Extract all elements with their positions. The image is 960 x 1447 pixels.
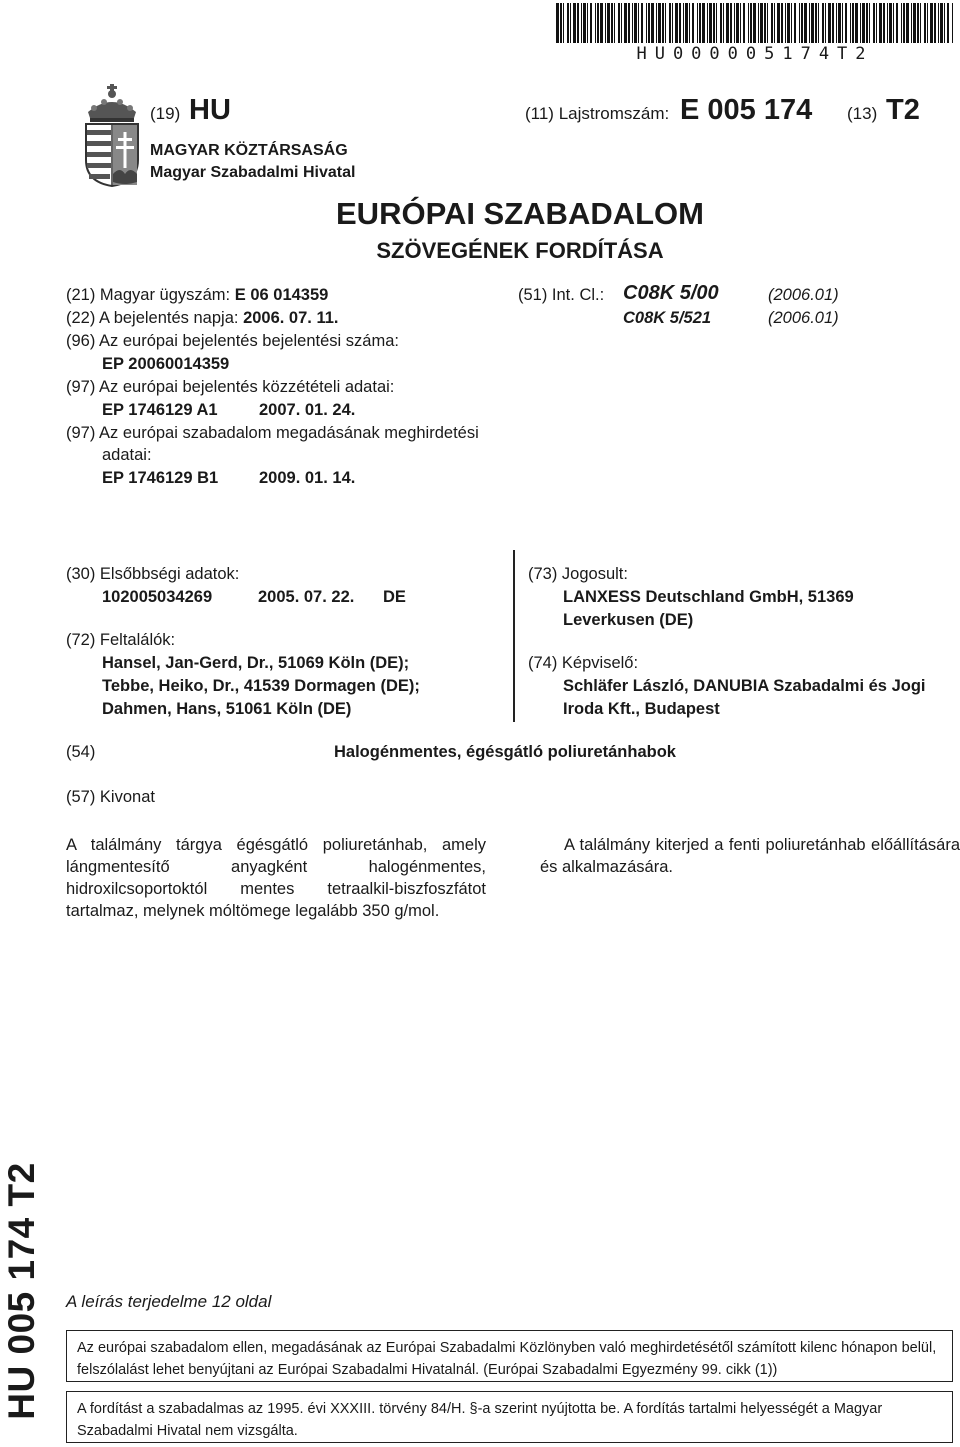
- barcode-bar: [583, 3, 586, 43]
- barcode-bar: [563, 3, 564, 43]
- barcode-bar: [758, 3, 759, 43]
- barcode-bar: [723, 3, 724, 43]
- proprietor-label: (73) Jogosult:: [528, 565, 628, 583]
- int-cl-primary-version: (2006.01): [768, 286, 839, 304]
- barcode-bar: [605, 3, 606, 43]
- registration-number: E 005 174: [680, 94, 813, 126]
- barcode-bar: [787, 3, 790, 43]
- case-number-row: [66, 286, 328, 305]
- invention-title-label: (54): [66, 743, 96, 761]
- barcode-bar: [785, 3, 786, 43]
- int-cl-secondary-version: (2006.01): [768, 309, 839, 327]
- barcode-bar: [913, 3, 916, 43]
- inventors-label: (72) Feltalálók:: [66, 631, 176, 649]
- barcode-bar: [646, 3, 647, 43]
- int-cl-secondary: C08K 5/521: [623, 309, 712, 327]
- barcode-bar: [952, 3, 953, 43]
- ep-publication-number: EP 1746129 A1: [102, 401, 218, 419]
- inventor-2: Tebbe, Heiko, Dr., 41539 Dormagen (DE);: [102, 677, 420, 695]
- barcode-bar: [716, 3, 717, 43]
- abstract-column-1: A találmány tárgya égésgátló poliuretánhab, amely lángmentesítő anyagként halogénmentes, hidroxilcsoportoktól mentes tetraalkil-biszfoszfátot tartalmaz, melynek móltömege legalább 350 g/mol.: [66, 836, 486, 920]
- int-cl-primary: C08K 5/00: [623, 282, 719, 304]
- priority-date: 2005. 07. 22.: [258, 588, 355, 606]
- priority-country: DE: [383, 588, 406, 606]
- barcode-bar: [767, 3, 768, 43]
- field-11-label: (11) Lajstromszám:: [525, 104, 670, 123]
- barcode-bar: [917, 3, 919, 43]
- barcode-bar: [850, 3, 851, 43]
- barcode-bar: [804, 3, 807, 43]
- barcode-bar: [771, 3, 773, 43]
- barcode-bar: [743, 3, 745, 43]
- barcode-bar: [753, 3, 756, 43]
- barcode-bar: [944, 3, 945, 43]
- barcode-bar: [828, 3, 831, 43]
- inventor-3: Dahmen, Hans, 51061 Köln (DE): [102, 700, 352, 718]
- barcode-bar: [911, 3, 912, 43]
- barcode-bar: [748, 3, 749, 43]
- representative-line-1: Schläfer László, DANUBIA Szabadalmi és Jogi: [563, 677, 926, 695]
- filing-date-row: [66, 309, 339, 328]
- representative-line-2: Iroda Kft., Budapest: [563, 700, 720, 718]
- barcode-bar: [679, 3, 681, 43]
- barcode-bar: [879, 3, 882, 43]
- barcode-bar: [692, 3, 694, 43]
- barcode-bar: [938, 3, 939, 43]
- barcode-bar: [641, 3, 643, 43]
- barcode-bar: [587, 3, 588, 43]
- barcode-bar: [822, 3, 824, 43]
- barcode-bar: [774, 3, 775, 43]
- barcode-bar: [887, 3, 888, 43]
- barcode-bar: [560, 3, 562, 43]
- barcode-bar: [624, 3, 627, 43]
- barcode-bar: [651, 3, 654, 43]
- barcode-bar: [713, 3, 715, 43]
- barcode-bar: [799, 3, 800, 43]
- barcode-bar: [607, 3, 610, 43]
- barcode-bar: [658, 3, 661, 43]
- document-title: EURÓPAI SZABADALOM: [336, 196, 704, 231]
- barcode-bar: [567, 3, 569, 43]
- barcode-bar: [781, 3, 783, 43]
- ep-publication-date: 2007. 01. 24.: [259, 401, 356, 419]
- barcode-bar: [736, 3, 739, 43]
- barcode-bar: [720, 3, 722, 43]
- barcode-bar: [707, 3, 708, 43]
- barcode-bar: [825, 3, 826, 43]
- opposition-notice: Az európai szabadalom ellen, megadásának az Európai Szabadalmi Közlönyben való meghirdetésétől számított kilenc hónapon belül, felszólalást lehet benyújtani az Európai Szabadalmi Hivatalnál. (Európai Szabadalmi Egyezmény 99. cikk (1)): [66, 1330, 953, 1382]
- barcode-bar: [838, 3, 841, 43]
- barcode-bar: [665, 3, 666, 43]
- barcode-bar: [873, 3, 875, 43]
- translation-notice: A fordítást a szabadalmas az 1995. évi XXXIII. törvény 84/H. §-a szerint nyújtotta be. A fordítás tartalmi helyességét a Magyar Szabadalmi Hivatal nem vizsgálta.: [66, 1391, 953, 1443]
- barcode-bar: [920, 3, 921, 43]
- barcode-bar: [740, 3, 741, 43]
- ep-application-number: EP 20060014359: [102, 355, 230, 373]
- barcode-bar: [940, 3, 943, 43]
- ep-grant-label: (97) Az európai szabadalom megadásának meghirdetési: [66, 424, 479, 442]
- filing-date-label: (22) A bejelentés napja:: [66, 309, 239, 327]
- barcode-bar: [730, 3, 732, 43]
- proprietor-line-2: Leverkusen (DE): [563, 611, 694, 629]
- field-13-label: (13): [847, 104, 878, 123]
- barcode-bar: [699, 3, 701, 43]
- barcode-bar: [934, 3, 936, 43]
- barcode-bar: [621, 3, 622, 43]
- barcode-bar: [590, 3, 592, 43]
- barcode-bar: [866, 3, 868, 43]
- barcode-bar: [889, 3, 892, 43]
- barcode-bar: [896, 3, 898, 43]
- barcode-bar: [811, 3, 814, 43]
- barcode-bar: [683, 3, 684, 43]
- barcode-bar: [906, 3, 909, 43]
- barcode-bar: [930, 3, 933, 43]
- barcode-bar: [777, 3, 780, 43]
- barcode-bar: [669, 3, 671, 43]
- barcode-bar: [947, 3, 949, 43]
- barcode-bar: [791, 3, 792, 43]
- side-publication-code: [2, 1158, 42, 1423]
- case-number-value: E 06 014359: [234, 286, 329, 304]
- barcode-bar: [842, 3, 843, 43]
- barcode-bar: [577, 3, 579, 43]
- country-code: HU: [189, 94, 231, 126]
- barcode-bar: [689, 3, 690, 43]
- ep-grant-label-cont: adatai:: [102, 446, 152, 464]
- barcode-bar: [901, 3, 902, 43]
- ep-grant-date: 2009. 01. 14.: [259, 469, 356, 487]
- priority-number: 102005034269: [102, 588, 213, 606]
- barcode-bar: [600, 3, 603, 43]
- abstract-column-2: A találmány kiterjed a fenti poliuretánhab előállítására és alkalmazására.: [540, 836, 960, 876]
- barcode-bar: [734, 3, 735, 43]
- barcode-bar: [852, 3, 854, 43]
- barcode-bar: [709, 3, 712, 43]
- barcode-bar: [815, 3, 817, 43]
- barcode-bar: [597, 3, 599, 43]
- barcode-bar: [614, 3, 615, 43]
- barcode-bar: [883, 3, 885, 43]
- barcode-bar: [794, 3, 796, 43]
- barcode-bar: [726, 3, 729, 43]
- barcode-bar: [862, 3, 865, 43]
- representative-label: (74) Képviselő:: [528, 654, 639, 672]
- barcode-bar: [832, 3, 834, 43]
- inventor-1: Hansel, Jan-Gerd, Dr., 51069 Köln (DE);: [102, 654, 410, 672]
- filing-date-value: 2006. 07. 11.: [243, 309, 339, 327]
- column-divider: [513, 550, 515, 722]
- barcode-bar: [836, 3, 837, 43]
- barcode-bar: [628, 3, 630, 43]
- barcode-bar: [570, 3, 571, 43]
- barcode-bar: [573, 3, 576, 43]
- document-subtitle: SZÖVEGÉNEK FORDÍTÁSA: [376, 238, 664, 263]
- barcode-bar: [656, 3, 657, 43]
- barcode-bar: [611, 3, 613, 43]
- barcode-bar: [809, 3, 810, 43]
- invention-title: Halogénmentes, égésgátló poliuretánhabok: [334, 743, 676, 761]
- barcode-bar: [927, 3, 928, 43]
- barcode-bar: [750, 3, 752, 43]
- field-19-label: (19): [150, 104, 181, 123]
- barcode-bar: [845, 3, 847, 43]
- barcode-bar: [818, 3, 819, 43]
- barcode-bar: [595, 3, 596, 43]
- case-number-label: (21) Magyar ügyszám:: [66, 286, 231, 304]
- barcode-bar: [801, 3, 803, 43]
- barcode: [556, 3, 954, 43]
- ep-grant-number: EP 1746129 B1: [102, 469, 219, 487]
- barcode-bar: [581, 3, 582, 43]
- side-publication-code-text: HU 005 174 T2: [1, 1161, 42, 1420]
- ep-application-label: (96) Az európai bejelentés bejelentési száma:: [66, 332, 399, 350]
- barcode-bar: [855, 3, 858, 43]
- office-name: Magyar Szabadalmi Hivatal: [150, 164, 356, 181]
- barcode-bar: [672, 3, 673, 43]
- barcode-bar: [893, 3, 894, 43]
- int-cl-label: (51) Int. Cl.:: [518, 286, 605, 304]
- page-count: A leírás terjedelme 12 oldal: [66, 1292, 272, 1311]
- proprietor-line-1: LANXESS Deutschland GmbH, 51369: [563, 588, 854, 606]
- barcode-bar: [697, 3, 698, 43]
- abstract-label: (57) Kivonat: [66, 788, 155, 806]
- barcode-bar: [764, 3, 766, 43]
- barcode-bar: [675, 3, 678, 43]
- priority-label: (30) Elsőbbségi adatok:: [66, 565, 240, 583]
- barcode-bar: [648, 3, 650, 43]
- barcode-text: HU000005174T2: [636, 44, 874, 64]
- barcode-bar: [638, 3, 639, 43]
- barcode-bar: [876, 3, 877, 43]
- barcode-bar: [556, 3, 559, 43]
- barcode-bar: [662, 3, 664, 43]
- republic-name: MAGYAR KÖZTÁRSASÁG: [150, 142, 348, 159]
- barcode-bar: [702, 3, 705, 43]
- barcode-bar: [924, 3, 926, 43]
- kind-code: T2: [886, 94, 920, 126]
- barcode-bar: [634, 3, 637, 43]
- ep-publication-label: (97) Az európai bejelentés közzétételi adatai:: [66, 378, 395, 396]
- barcode-bar: [632, 3, 633, 43]
- barcode-bar: [903, 3, 905, 43]
- coat-of-arms-icon: [80, 82, 144, 188]
- barcode-bar: [760, 3, 763, 43]
- barcode-bar: [618, 3, 620, 43]
- barcode-bar: [869, 3, 870, 43]
- barcode-bar: [860, 3, 861, 43]
- barcode-bar: [685, 3, 688, 43]
